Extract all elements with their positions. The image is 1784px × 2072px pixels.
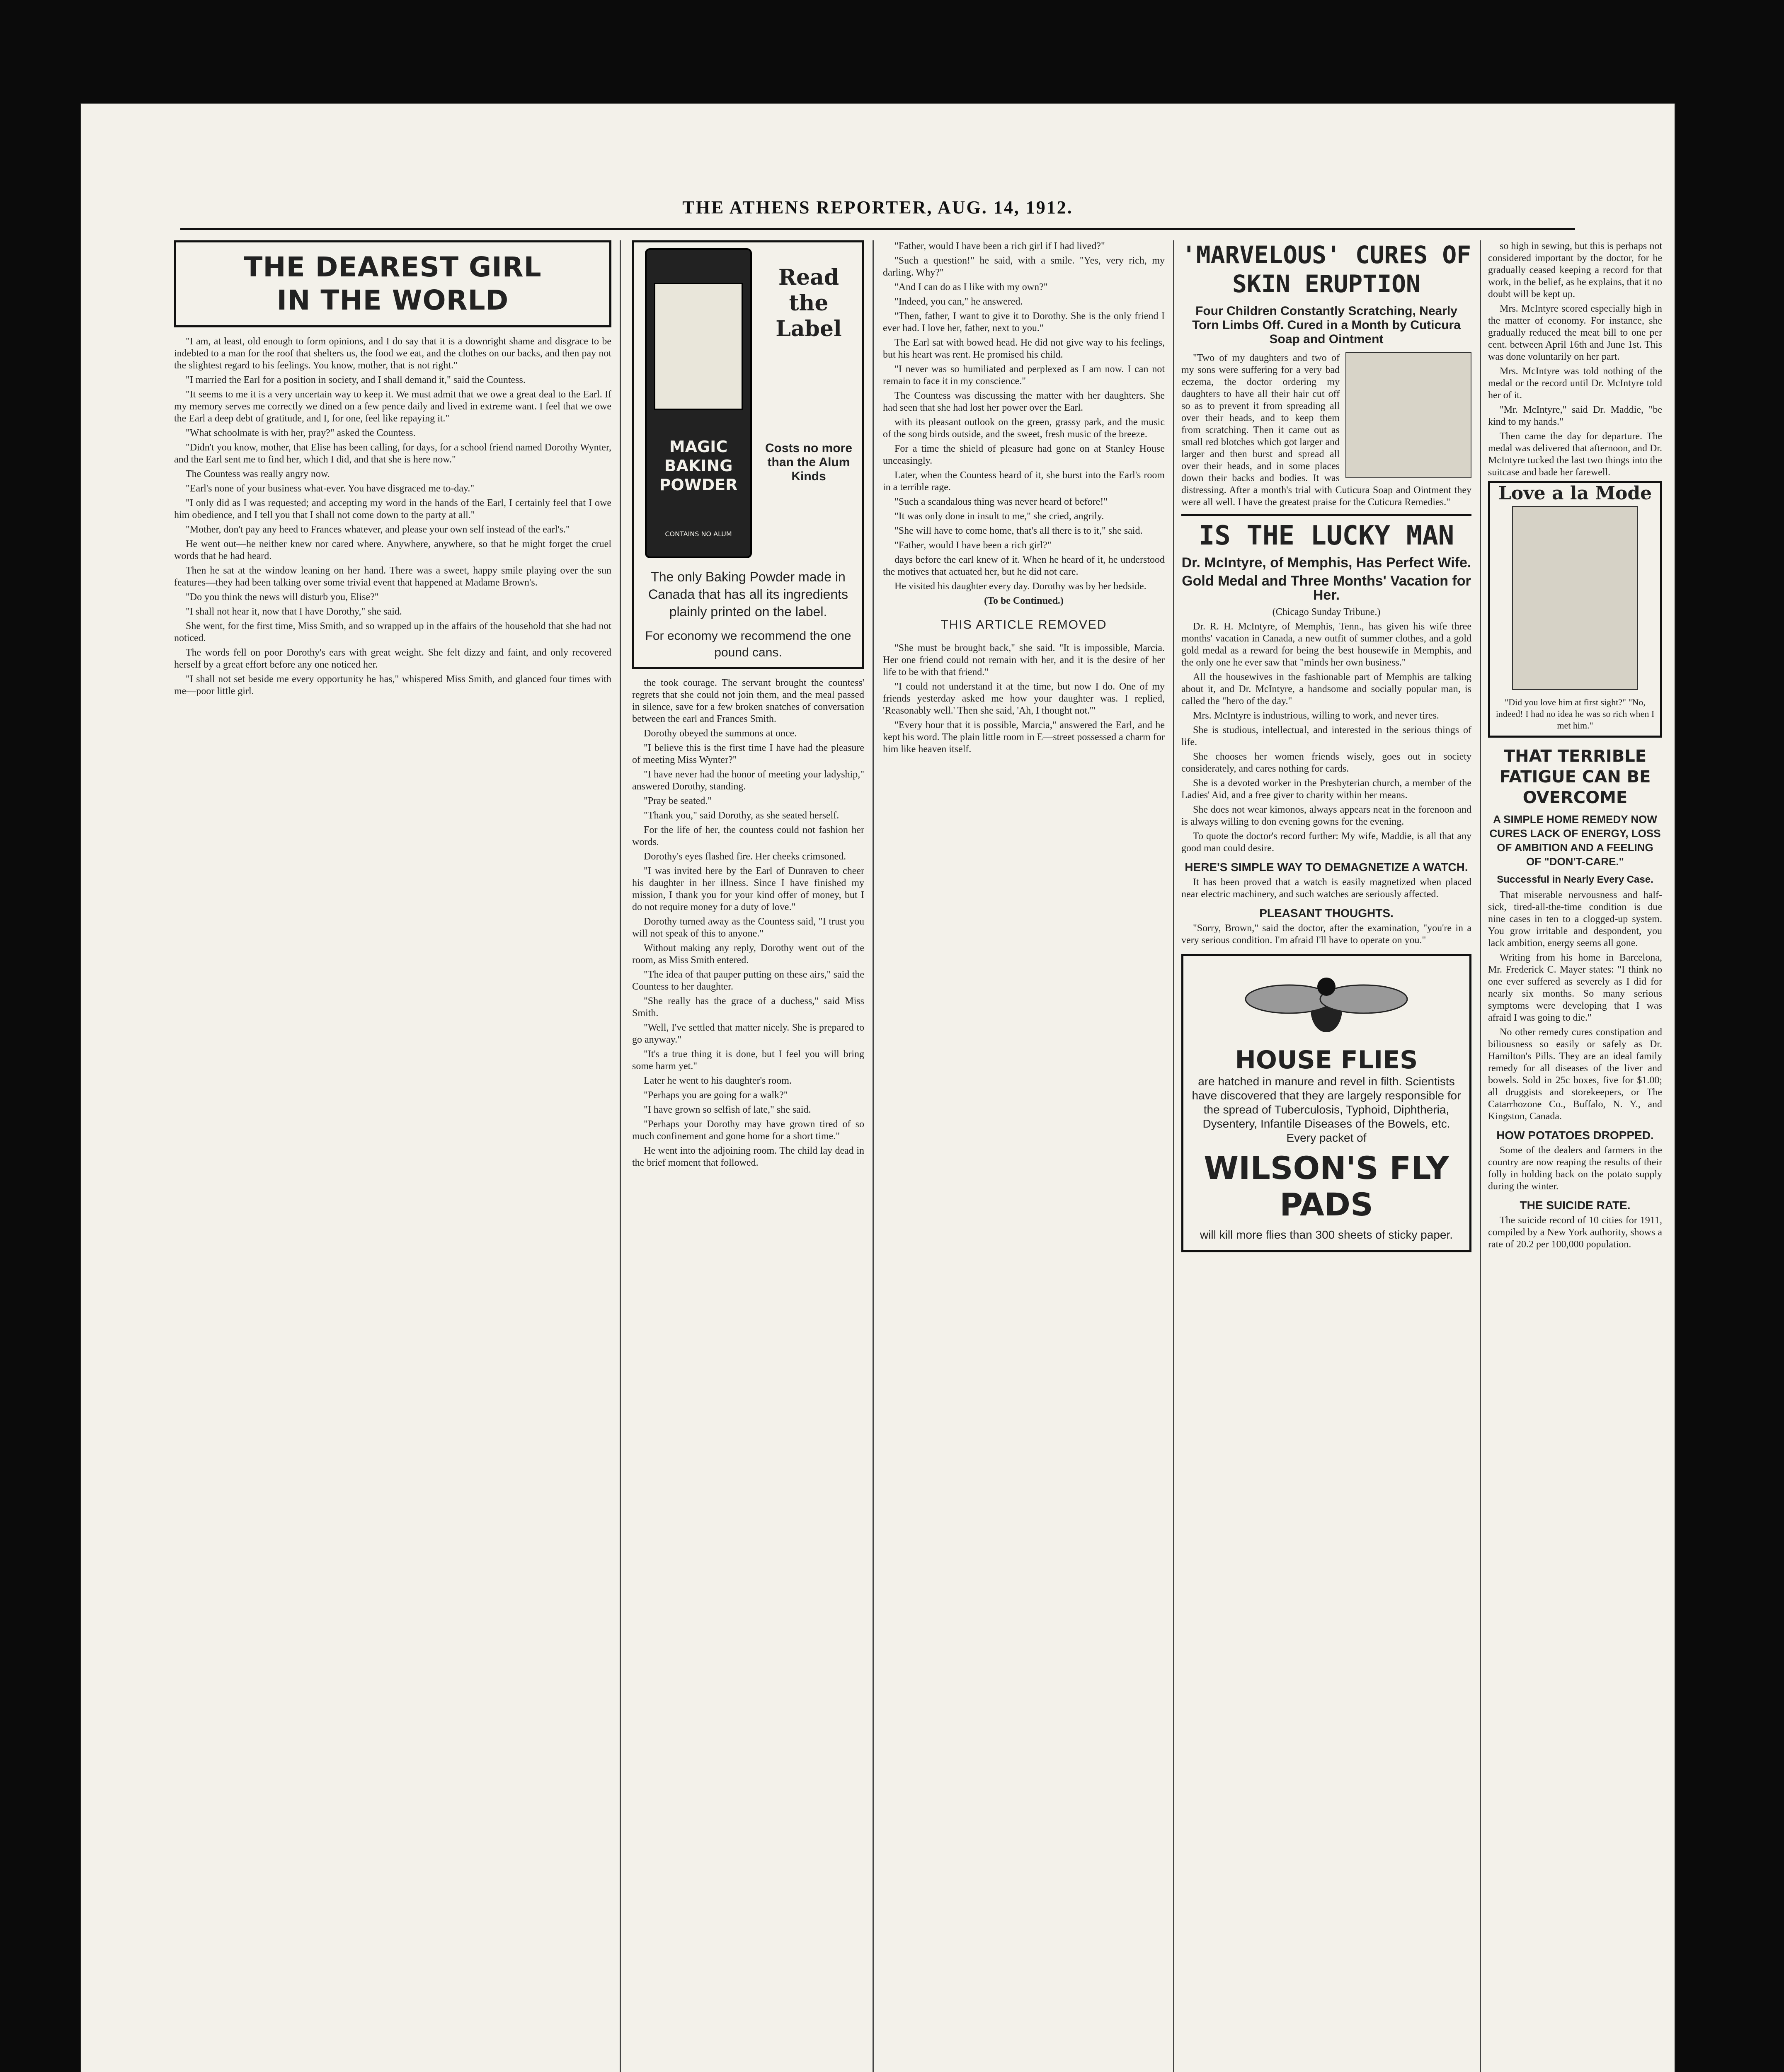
- fatigue-subtitle: A SIMPLE HOME REMEDY NOW CURES LACK OF ENERGY, LOSS OF AMBITION AND A FEELING OF "DON'T-CARE.": [1489, 813, 1661, 868]
- paragraph: Writing from his home in Barcelona, Mr. Frederick C. Mayer states: "I think no one ever suffered as severely as I did for nearly six months. So many serious symptoms were developing that I was afraid I was going to die.": [1488, 952, 1662, 1023]
- paragraph: with its pleasant outlook on the green, grassy park, and the music of the song birds outside, and the sweet, fresh music of the breeze.: [883, 417, 1165, 440]
- paragraph: Dorothy's eyes flashed fire. Her cheeks crimsoned.: [644, 851, 846, 862]
- paragraph: "Pray be seated.": [644, 796, 712, 806]
- column-2: [632, 240, 864, 2072]
- paragraph: For a time the shield of pleasure had gone on at Stanley House unceasingly.: [883, 443, 1165, 466]
- house-fly-icon: [1227, 970, 1426, 1036]
- ad-side-text: [761, 248, 856, 484]
- paragraph: She chooses her women friends wisely, goes out in society considerately, and cares nothing for cards.: [1181, 751, 1471, 774]
- paragraph: "It's a true thing it is done, but I feel you will bring some harm yet.": [632, 1049, 864, 1072]
- paragraph: "It seems to me it is a very uncertain way to keep it. We must admit that we owe a great deal to the Earl. If my memory serves me correctly we dined on a few pence daily and lived in extreme want. I feel that we owe the Earl a deep debt of gratitude, and I, for one, feel like repaying it.": [174, 389, 611, 424]
- paragraph: "Mr. McIntyre," said Dr. Maddie, "be kind to my hands.": [1488, 404, 1662, 427]
- paragraph: She is a devoted worker in the Presbyterian church, a member of the Ladies' Aid, and a free giver to charity within her means.: [1181, 778, 1471, 801]
- can-brand: MAGIC BAKING POWDER: [659, 438, 738, 494]
- paragraph: "Such a scandalous thing was never heard of before!": [894, 496, 1108, 507]
- paragraph: "Do you think the news will disturb you, Elise?": [186, 592, 379, 603]
- fatigue-title: THAT TERRIBLE FATIGUE CAN BE OVERCOME: [1499, 747, 1651, 807]
- lucky-man-sub2: Gold Medal and Three Months' Vacation for Her.: [1182, 573, 1471, 603]
- paragraph: "Every hour that it is possible, Marcia," answered the Earl, and he kept his word. The plain little room in E—street possessed a charm for him like heaven itself.: [883, 720, 1165, 755]
- serial-title-line2: IN THE WORLD: [276, 284, 509, 316]
- to-be-continued: (To be Continued.): [984, 595, 1064, 606]
- paragraph: Then came the day for departure. The medal was delivered that afternoon, and Dr. McIntyre tucked the last two things into the suitcase and bade her farewell.: [1488, 431, 1662, 478]
- paragraph: days before the earl knew of it. When he heard of it, he understood the motives that actuated her, but he did not care.: [883, 554, 1165, 577]
- paragraph: Later, when the Countess heard of it, she burst into the Earl's room in a terrible rage.: [883, 470, 1165, 493]
- paragraph: so high in sewing, but this is perhaps not considered important by the doctor, for he gradually ceased keeping a record for that work, in the belief, as he explains, that it no doubt will be kept up.: [1488, 241, 1662, 300]
- baking-powder-can-illustration: [645, 248, 752, 558]
- dateline: (Chicago Sunday Tribune.): [1272, 607, 1381, 617]
- paragraph: The suicide record of 10 cities for 1911, compiled by a New York authority, shows a rate of 20.2 per 100,000 population.: [1488, 1215, 1662, 1250]
- ad-copy: The only Baking Powder made in Canada that has all its ingredients plainly printed on the label.: [648, 569, 848, 619]
- paragraph: Mrs. McIntyre was told nothing of the medal or the record until Dr. McIntyre told her of it.: [1488, 366, 1662, 401]
- paragraph: "Well, I've settled that matter nicely. She is prepared to go anyway.": [632, 1022, 864, 1045]
- paragraph: He went into the adjoining room. The child lay dead in the brief moment that followed.: [632, 1145, 864, 1168]
- column-3: [883, 240, 1165, 2072]
- paragraph: "She must be brought back," she said. "It is impossible, Marcia. Her one friend could not remain with her, and it is the desire of her life to be with that friend.": [883, 643, 1165, 678]
- paragraph: "Then, father, I want to give it to Dorothy. She is the only friend I ever had. I love her, father, next to you.": [883, 311, 1165, 334]
- paragraph: Mrs. McIntyre scored especially high in the matter of economy. For instance, she gradually reduced the meat bill to one per cent. between April 16th and June 1st. This was done voluntarily on her part.: [1488, 303, 1662, 362]
- column-divider: [1173, 240, 1174, 2072]
- paragraph: "Sorry, Brown," said the doctor, after the examination, "you're in a very serious condition. I'm afraid I'll have to operate on you.": [1181, 923, 1471, 946]
- fly-pads-ad: [1181, 954, 1471, 1252]
- paragraph: The Countess was really angry now.: [186, 469, 330, 479]
- can-contains: CONTAINS NO ALUM: [665, 530, 732, 538]
- column-1-serial: [174, 240, 611, 2072]
- paragraph: "Mother, don't pay any heed to Frances whatever, and please your own self instead of the earl's.": [186, 524, 570, 535]
- lucky-man-title: IS THE LUCKY MAN: [1181, 514, 1471, 552]
- paragraph: To quote the doctor's record further: My wife, Maddie, is all that any good man could desire.: [1181, 831, 1471, 854]
- masthead: THE ATHENS REPORTER, AUG. 14, 1912.: [682, 197, 1073, 218]
- paragraph: Without making any reply, Dorothy went out of the room, as Miss Smith entered.: [632, 943, 864, 966]
- paragraph: The words fell on poor Dorothy's ears with great weight. She felt dizzy and faint, and only recovered herself by a great effort before any one noticed her.: [174, 647, 611, 670]
- paragraph: No other remedy cures constipation and biliousness so easily or safely as Dr. Hamilton's Pills. They are an ideal family remedy for all diseases of the liver and bowels. Sold in 25c boxes, five for $1.00; all druggists and storekeepers, or The Catarrhozone Co., Buffalo, N. Y., and Kingston, Canada.: [1488, 1027, 1662, 1122]
- paragraph: "She will have to come home, that's all there is to it," she said.: [894, 525, 1143, 536]
- column-divider: [620, 240, 621, 2072]
- baking-powder-ad: [632, 240, 864, 669]
- ad-top-row: [640, 248, 856, 558]
- fashion-title: Love a la Mode: [1498, 483, 1652, 504]
- column-divider: [1480, 240, 1481, 2072]
- paragraph: the took courage. The servant brought the countess' regrets that she could not join them, and the meal passed in silence, save for a few broken snatches of conversation between the earl and Frances Smith.: [632, 678, 864, 724]
- paragraph: It has been proved that a watch is easily magnetized when placed near electric machinery, and such watches are seriously affected.: [1181, 877, 1471, 900]
- paragraph: "Perhaps you are going for a walk?": [644, 1090, 788, 1101]
- paragraph: "I only did as I was requested; and accepting my word in the hands of the Earl, I certainly feel that I owe him obedience, and I tell you that I shall not come down to the party at all.": [174, 498, 611, 520]
- paragraph: "It was only done in insult to me," she cried, angrily.: [894, 511, 1104, 522]
- paragraph: "I have grown so selfish of late," she said.: [644, 1104, 811, 1115]
- column-5: [1488, 240, 1662, 2072]
- paragraph: The Countess was discussing the matter with her daughters. She had seen that she had lost her power over the Earl.: [883, 390, 1165, 413]
- paragraph: "Such a question!" he said, with a smile. "Yes, very rich, my darling. Why?": [883, 255, 1165, 278]
- paragraph: "Indeed, you can," he answered.: [894, 296, 1023, 307]
- paragraph: She does not wear kimonos, always appears neat in the forenoon and is always willing to don evening gowns for the evening.: [1181, 804, 1471, 827]
- serial-title-line1: THE DEAREST GIRL: [244, 251, 542, 283]
- paragraph: "I never was so humiliated and perplexed as I am now. I can not remain to face it in my conscience.": [883, 364, 1165, 387]
- column-4: [1181, 240, 1471, 2072]
- paragraph: All the housewives in the fashionable part of Memphis are talking about it, and Dr. McIntyre, a handsome and socially popular man, is called the "hero of the day.": [1181, 672, 1471, 707]
- fly-copy: are hatched in manure and revel in filth. Scientists have discovered that they are largely responsible for the spread of Tuberculosis, Typhoid, Diphtheria, Dysentery, Infantile Diseases of the Bowels, etc. Every packet of: [1192, 1075, 1461, 1144]
- paragraph: For the life of her, the countess could not fashion her words.: [632, 825, 864, 847]
- paragraph: Some of the dealers and farmers in the country are now reaping the results of their folly in holding back on the potato supply during the winter.: [1488, 1145, 1662, 1192]
- pleasant-thoughts-title: PLEASANT THOUGHTS.: [1259, 907, 1394, 920]
- paragraph: "What schoolmate is with her, pray?" asked the Countess.: [186, 428, 416, 438]
- fatigue-subtitle-2: Successful in Nearly Every Case.: [1497, 874, 1653, 885]
- potatoes-title: HOW POTATOES DROPPED.: [1496, 1129, 1654, 1142]
- newspaper-page: [81, 104, 1675, 2072]
- paragraph: Mrs. McIntyre is industrious, willing to work, and never tires.: [1193, 710, 1439, 721]
- paragraph: "I could not understand it at the time, but now I do. One of my friends yesterday asked me how your daughter was. I replied, 'Reasonably well.' Then she said, 'Ah, I thought not.'": [883, 681, 1165, 716]
- article-removed-notice: THIS ARTICLE REMOVED: [940, 618, 1107, 632]
- paragraph: "Father, would I have been a rich girl if I had lived?": [894, 241, 1105, 252]
- paragraph: Dorothy turned away as the Countess said, "I trust you will not speak of this to anyone.": [632, 916, 864, 939]
- paragraph: "Father, would I have been a rich girl?": [894, 540, 1052, 551]
- fly-footer: will kill more flies than 300 sheets of sticky paper.: [1200, 1228, 1453, 1241]
- paragraph: He went out—he neither knew nor cared where. Anywhere, anywhere, so that he might forget the cruel words that he had heard.: [174, 539, 611, 562]
- paragraph: She is studious, intellectual, and interested in the serious things of life.: [1181, 725, 1471, 748]
- paragraph: The Earl sat with bowed head. He did not give way to his feelings, but his heart was rent. He promised his child.: [883, 337, 1165, 360]
- masthead-rule: [180, 228, 1575, 230]
- paragraph: "I shall not set beside me every opportunity he has," whispered Miss Smith, and glanced four times with me—poor little girl.: [174, 674, 611, 697]
- lucky-man-sub1: Dr. McIntyre, of Memphis, Has Perfect Wife.: [1181, 555, 1471, 571]
- fashion-caption: "Did you love him at first sight?" "No, indeed! I had no idea he was so rich when I met him.": [1496, 697, 1655, 731]
- paragraph: He visited his daughter every day. Dorothy was by her bedside.: [894, 581, 1147, 592]
- paragraph: "Earl's none of your business what-ever. You have disgraced me to-day.": [186, 483, 475, 494]
- children-illustration: [1345, 352, 1471, 478]
- paragraph: "Thank you," said Dorothy, as she seated herself.: [644, 810, 839, 821]
- paragraph: "I was invited here by the Earl of Dunraven to cheer his daughter in her illness. Since I have finished my mission, I thank you for your kind offer of money, but I do not require money for a duty of love.": [632, 866, 864, 913]
- wilsons-fly-pads-title: WILSON'S FLY PADS: [1204, 1150, 1449, 1223]
- serial-title-box: [174, 240, 611, 327]
- costs-text: Costs no more than the Alum Kinds: [765, 441, 853, 483]
- paragraph: "Two of my daughters and two of my sons were suffering for a very bad eczema, the doctor ordering my daughters to have all their hair cut off so as to prevent it from spreading all over their heads, and to keep them from scratching. Then it came out as small red blotches which got larger and larger and then burst and spread all over their heads, and in some places down their backs and bodies. It was distressing. After a month's trial with Cuticura Soap and Ointment they were all well. I have the greatest praise for the Cuticura Remedies.": [1181, 353, 1471, 508]
- demagnetize-title: HERE'S SIMPLE WAY TO DEMAGNETIZE A WATCH.: [1185, 861, 1468, 874]
- paragraph: "I married the Earl for a position in society, and I shall demand it," said the Countess.: [186, 375, 526, 385]
- paragraph: "Didn't you know, mother, that Elise has been calling, for days, for a school friend named Dorothy Wynter, and the Earl sent me to find her, which I did, and that she is here now.": [174, 442, 611, 465]
- paragraph: "Perhaps your Dorothy may have grown tired of so much confinement and gone home for a short time.": [632, 1119, 864, 1142]
- paragraph: Later he went to his daughter's room.: [644, 1075, 792, 1086]
- paragraph: "And I can do as I like with my own?": [894, 282, 1048, 293]
- read-label-text: Read the Label: [776, 265, 842, 341]
- can-label: [654, 283, 743, 410]
- paragraph: She went, for the first time, Miss Smith, and so wrapped up in the affairs of the household that she had not noticed.: [174, 621, 611, 644]
- paragraph: "I shall not hear it, now that I have Dorothy," she said.: [186, 606, 402, 617]
- paragraph: Then he sat at the window leaning on her hand. There was a sweet, happy smile playing over the sun features—they had been talking over some trivial event that happened at Madame Brown's.: [174, 565, 611, 588]
- fashion-lady-illustration: [1512, 506, 1638, 690]
- paragraph: "I am, at least, old enough to form opinions, and I do say that it is a downright shame and disgrace to be indebted to a man for the roof that shelters us, the food we eat, and the clothes on our backs, and then pay not the slightest regard to his feelings. You know, mother, that is not right.": [174, 336, 611, 371]
- suicide-rate-title: THE SUICIDE RATE.: [1520, 1199, 1631, 1212]
- paragraph: "The idea of that pauper putting on these airs," said the Countess to her daughter.: [632, 969, 864, 992]
- paragraph: "I have never had the honor of meeting your ladyship," answered Dorothy, standing.: [632, 769, 864, 792]
- paragraph: "She really has the grace of a duchess," said Miss Smith.: [632, 996, 864, 1019]
- ad-copy-2: For economy we recommend the one pound cans.: [645, 629, 851, 659]
- fashion-cartoon: [1488, 481, 1662, 738]
- column-divider: [873, 240, 874, 2072]
- cuticura-subtitle: Four Children Constantly Scratching, Nearly Torn Limbs Off. Cured in a Month by Cuticura Soap and Ointment: [1192, 304, 1461, 346]
- cuticura-title: 'MARVELOUS' CURES OF SKIN ERUPTION: [1181, 241, 1471, 298]
- house-flies-title: HOUSE FLIES: [1235, 1046, 1418, 1075]
- paragraph: "I believe this is the first time I have had the pleasure of meeting Miss Wynter?": [632, 743, 864, 765]
- paragraph: Dr. R. H. McIntyre, of Memphis, Tenn., has given his wife three months' vacation in Canada, a new outfit of summer clothes, and a gold gold medal as a reward for being the best housewife in Memphis, and the only one he ever saw that "minds her own business.": [1181, 621, 1471, 668]
- paragraph: That miserable nervousness and half-sick, tired-all-the-time condition is due nine cases in ten to a clogged-up system. You grow irritable and despondent, you lack ambition, energy seems all gone.: [1488, 890, 1662, 949]
- paragraph: Dorothy obeyed the summons at once.: [644, 728, 797, 739]
